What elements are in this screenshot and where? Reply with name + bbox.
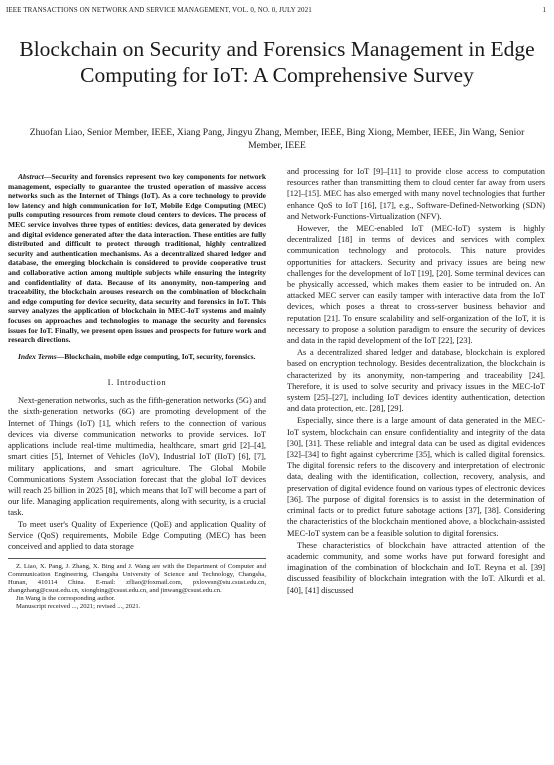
footnote-corresponding: Jin Wang is the corresponding author. [16,595,116,603]
abstract [8,172,266,345]
body-paragraph: However, the MEC-enabled IoT (MEC-IoT) system is highly decentralized [18] in terms of devices and services with complex communication technology and protocols. This nature provides opportunities for attackers. Security and privacy issues are being new challenges for the development of IoT [19], [20]. Some terminal devices can be physically accessed, which makes them easier to be intruded on. An attacked MEC server can easily tamper with interactive data from the IoT devices, which poses a threat to cross-server business behavior and reputation [21]. To ensure scalability and self-organization of the IoT, it is necessary to propose a solution paradigm to ensure the security of devices and data in the rapid development of the IoT [22], [23]. [287,224,545,346]
author-list: Zhuofan Liao, Senior Member, IEEE, Xiang Pang, Jingyu Zhang, Member, IEEE, Bing Xiong, Member, IEEE, Jin Wang, Senior Member, IEEE [29,127,525,151]
footnote-divider [8,558,266,559]
body-paragraph: To meet user's Quality of Experience (QoE) and application Quality of Service (QoS) requirements, Mobile Edge Computing (MEC) has been conceived and applied to data storage [8,519,266,551]
footnote-affiliation: Z. Liao, X. Pang, J. Zhang, X. Bing and J. Wang are with the Department of Computer and Communication Engineering, Changsha University of Science and Technology, Changsha, Hunan, 410114 China. E-mail: zfliao@foxmail.com, pxlovesn@stu.csust.edu.cn, zhangzhang@csust.edu.cn, xiongbing@csust.edu.cn, and jinwang@csust.edu.cn. [8,563,266,595]
page-number: 1 [542,6,546,14]
journal-header: IEEE TRANSACTIONS ON NETWORK AND SERVICE MANAGEMENT, VOL. 0, NO. 0, JULY 2021 [6,6,312,14]
body-paragraph: Especially, since there is a large amount of data generated in the MEC-IoT system, blockchain can ensure confidentiality and integrity of the data [30], [31]. These reliable and integral data can be used as digital evidences [32]–[34] to fight against cybercrime [35], which is called digital forensics. The digital forensic refers to the discovery and interpretation of electronic data, dealing with the identification, collection, recovery, analysis, and preservation of digital evidence found on various types of electronic devices [36]. The purpose of digital forensics is to assist in the determination of criminal facts or to predict future sabotage actions [37], [38]. Considering the characteristics of the blockchain mentioned above, a blockchain-assisted MEC-IoT system can be a feasible solution to digital forensics. [287,416,545,538]
abstract-label: Abstract [18,172,44,181]
index-terms [8,352,266,362]
right-column [287,166,545,597]
body-paragraph: Next-generation networks, such as the fifth-generation networks (5G) and the sixth-generation networks (6G) are promoting development of the Internet of Things (IoT) [1], which refers to the connection of various devices via diverse communication networks to provide services. IoT applications include real-time multimedia, healthcare, smart grid [2]–[4], smart cities [5], Internet of Vehicles (IoV), Industrial IoT (IIoT) [6], [7], military applications, and smart agriculture. The Global Mobile Communications System Association forecast that the global IoT devices will reach 25 billion in 2025 [8], which means that IoT will become a part of our life. Managing application requirements, along with security, is a crucial task. [8,396,266,518]
left-column [8,172,266,611]
body-paragraph: These characteristics of blockchain have attracted attention of the academic community, and some works have put forward foresight and imagination of the combination of blockchain and IoT. Reyna et al. [39] discussed feasibility of blockchain integration with the IoT. Alkurdi et al. [40], [41] discussed [287,540,545,595]
section-heading: I. Introduction [107,377,167,388]
body-paragraph: As a decentralized shared ledger and database, blockchain is explored based on encryption technology. Besides decentralization, the blockchain is characterized by its anonymity, non-tampering and traceability [24]. Therefore, it is used to solve security and privacy issues in the MEC-IoT system [25]–[27], including IoT devices identity authentication, detection and data protection, etc. [28], [29]. [287,348,545,414]
paper-title: Blockchain on Security and Forensics Management in Edge Computing for IoT: A Comprehensive Survey [19,37,535,87]
footnote-manuscript: Manuscript received ..., 2021; revised ..., 2021. [16,603,141,611]
index-terms-text: —Blockchain, mobile edge computing, IoT, security, forensics. [56,351,256,361]
body-paragraph: and processing for IoT [9]–[11] to provide close access to computation resources rather than transmitting them to cloud center far away from users [12]–[15]. MEC has also emerged with many novel technologies that further enhance QoS to IoT [16], [17], e.g., Software-Defined-Networking (SDN) and Network-Functions-Virtualization (NFV). [287,167,545,221]
index-terms-label: Index Terms [18,351,57,361]
abstract-text: —Security and forensics represent two key components for network management, especially to guarantee the trusted operation of massive access networks such as the Internet of Things (IoT). As a core technology to provide low latency and high communication for IoT, Mobile Edge Computing (MEC) pulls computing resources from remote cloud centers to devices. The process of MEC service involves three types of entities: devices, data generated by devices and digital evidence generated after the data interaction. These entities are fully distributed and difficult to protect through traditional, highly centralized security and authentication mechanisms. As a decentralized shared ledger and database, the emerging blockchain is considered to provide cooperative trust and collaborative action among multiple subjects while ensuring the integrity and confidentiality of data. Because of its anonymity, non-tampering and traceability, the blockchain arouses research on the combination of blockchain and edge computing for device security, data security and forensics in IoT. This survey analyzes the application of blockchain in MEC-IoT systems and mainly focuses on approaches and technologies to manage the security and forensics issues for IoT. Finally, we present open issues and prospects for future work and research directions. [8,172,266,345]
